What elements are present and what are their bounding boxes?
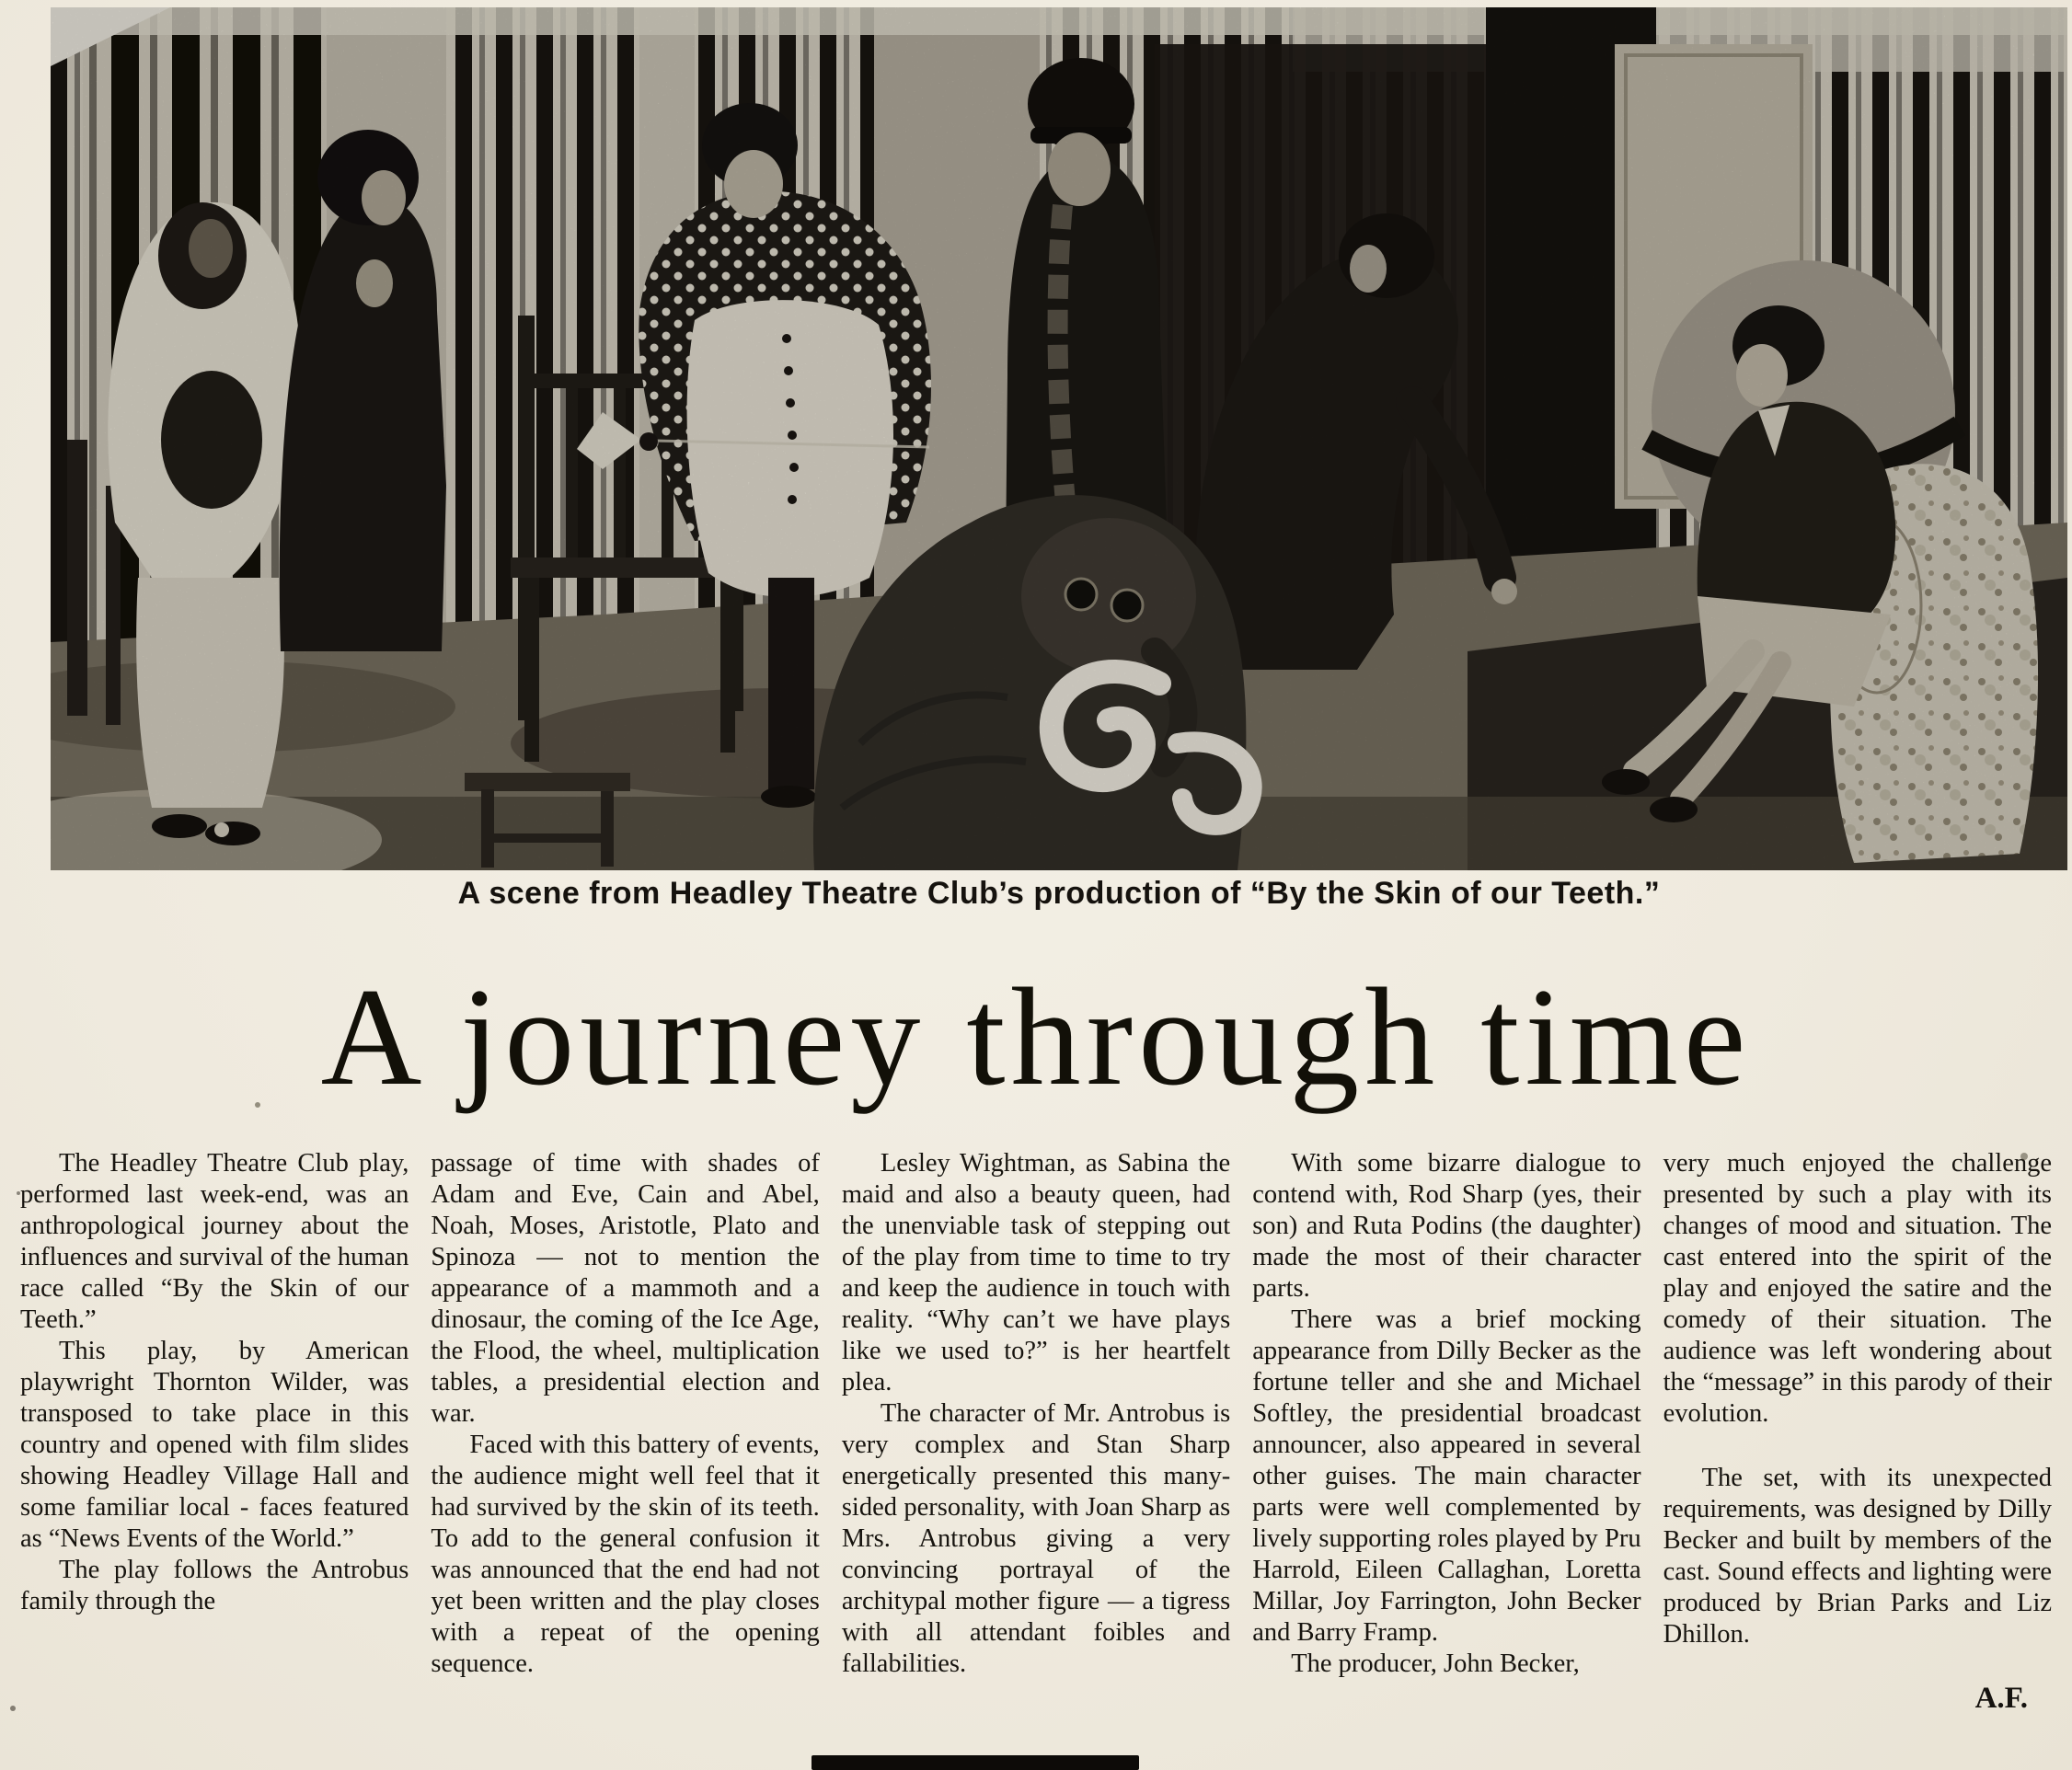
halftone-grain [51,7,2067,870]
paragraph: The set, with its unexpected requirements, was designed by Dilly Becker and built by members of the cast. Sound effects and lighting were produced by Brian Parks and Liz Dhillon. [1663,1464,2052,1649]
paragraph: Faced with this battery of events, the audience might well feel that it had survived by the skin of its teeth. To add to the general confusion it was announced that the end had not yet been written and the play closes with a repeat of the opening sequence. [431,1431,820,1678]
paragraph: passage of time with shades of Adam and Eve, Cain and Abel, Noah, Moses, Aristotle, Plato and Spinoza — not to mention the appearance of a mammoth and a dinosaur, the coming of the Ice Age, the Flood, the wheel, multiplication tables, a presidential election and war. [431,1149,820,1428]
stage-photo-image [51,7,2067,870]
article-column-4 [1252,1148,1640,1770]
paragraph: This play, by American playwright Thornton Wilder, was transposed to take place in this country and opened with film slides showing Headley Village Hall and some familiar local - faces featured as “News Events of the World.” [20,1337,409,1553]
paragraph: The play follows the Antrobus family through the [20,1556,409,1615]
article-column-3 [842,1148,1230,1770]
scan-artifact-bar [812,1755,1139,1770]
paragraph: With some bizarre dialogue to contend with, Rod Sharp (yes, their son) and Ruta Podins (the daughter) made the most of their character parts. [1252,1149,1641,1303]
paragraph: The Headley Theatre Club play, performed last week-end, was an anthropological journey about the influences and survival of the human race called “By the Skin of our Teeth.” [20,1149,409,1334]
paragraph: There was a brief mocking appearance from Dilly Becker as the fortune teller and she and Michael Softley, the presidential broadcast announcer, also appeared in several other guises. The main character parts were well complemented by lively supporting roles played by Pru Harrold, Eileen Callaghan, Loretta Millar, Joy Farrington, John Becker and Barry Framp. [1252,1305,1641,1647]
paragraph: very much enjoyed the challenge presented by such a play with its changes of mood and situation. The cast entered into the spirit of the play and enjoyed the satire and the comedy of their situation. The audience was left wondering about the “message” in this parody of their evolution. [1663,1149,2052,1428]
paragraph: The character of Mr. Antrobus is very complex and Stan Sharp energetically presented this many-sided personality, with Joan Sharp as Mrs. Antrobus giving a very convincing portrayal of the architypal mother figure — a tigress with all attendant foibles and fallabilities. [841,1399,1231,1678]
paragraph: The producer, John Becker, [1291,1649,1580,1678]
stage-photo [51,7,2067,870]
scan-speck [17,1191,20,1195]
author-initials: A.F. [1974,1682,2029,1715]
photo-caption: A scene from Headley Theatre Club’s production of “By the Skin of our Teeth.” [457,876,1661,911]
article-column-5 [1663,1148,2052,1770]
paragraph: Lesley Wightman, as Sabina the maid and also a beauty queen, had the unenviable task of stepping out of the play from time to time to try and keep the audience in touch with reality. “Why can’t we have plays like we used to?” is her heartfelt plea. [841,1149,1231,1396]
article-body [20,1148,2052,1770]
article-column-1 [20,1148,409,1770]
article-column-2 [431,1148,819,1770]
headline: A journey through time [320,960,1752,1114]
